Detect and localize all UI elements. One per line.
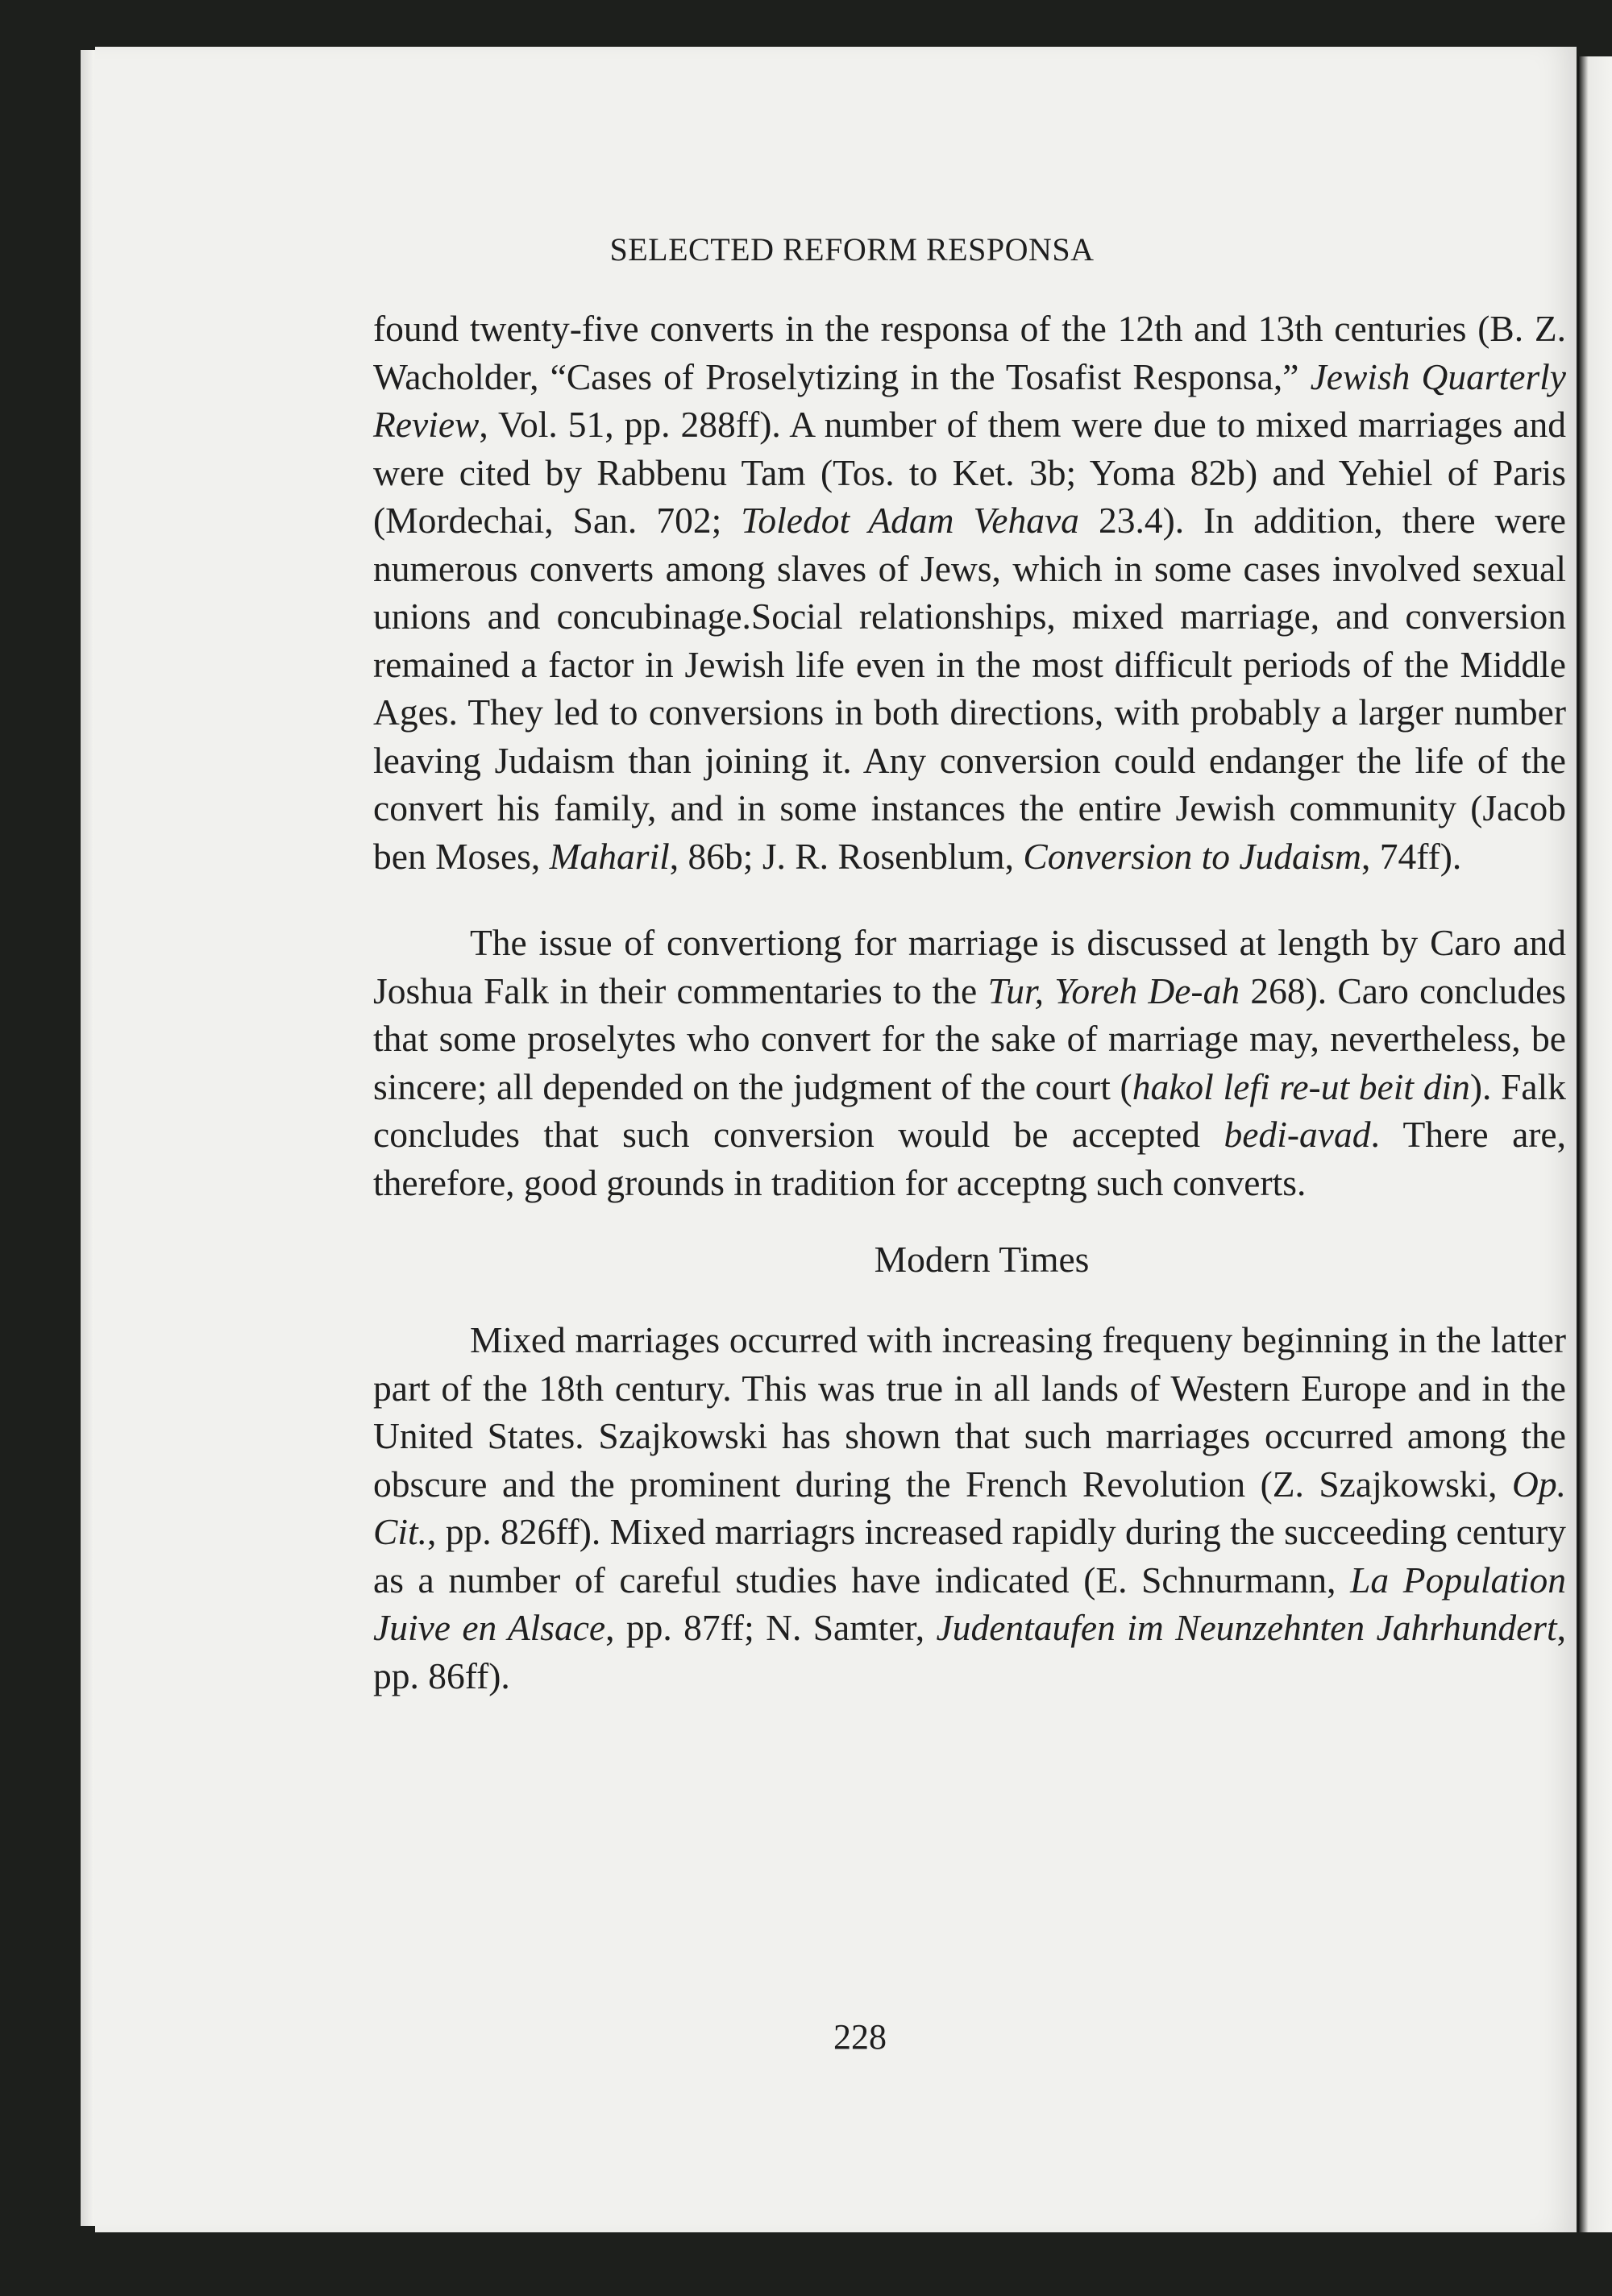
paragraph-3: Mixed marriages occurred with increasing frequeny beginning in the latter part of the 18th century. This was true in all lands of Western Europe and in the United States. Szajkowski has shown that such marriages occurred among the obscure and the prominent during the French Revolution (Z. Szajkowski, Op. Cit., pp. 826ff). Mixed marriagrs increased rapidly during the succeeding century as a number of careful studies have indicated (E. Schnurmann, La Population Juive en Alsace, pp. 87ff; N. Samter, Judentaufen im Neunzehnten Jahrhundert, pp. 86ff). <box>373 1319 1567 1696</box>
book-title: Maharil <box>549 835 670 877</box>
running-header <box>111 230 1593 268</box>
book-title: Conversion to Judaism <box>1023 835 1361 877</box>
book-title: Tur, Yoreh De-ah <box>987 969 1240 1011</box>
book-title: Toledot Adam Vehava <box>741 500 1079 541</box>
book-title: La Population Juive en Alsace <box>373 1559 1566 1648</box>
paragraph-gap <box>373 880 1566 919</box>
hebrew-term: bedi-avad <box>1224 1114 1371 1155</box>
page-number: 228 <box>833 2017 887 2057</box>
book-page <box>95 47 1577 2232</box>
page-footer <box>119 2016 1601 2057</box>
page-body <box>373 305 1566 1700</box>
book-title: Judentaufen im Neunzehnten Jahrhundert <box>936 1607 1557 1648</box>
paragraph-1: found twenty-five converts in the responsa of the 12th and 13th centuries (B. Z. Wacholder, “Cases of Proselytizing in the Tosafist Responsa,” Jewish Quarterly Review, Vol. 51, pp. 288ff). A number of them were due to mixed marriages and were cited by Rabbenu Tam (Tos. to Ket. 3b; Yoma 82b) and Yehiel of Paris (Mordechai, San. 702; Toledot Adam Vehava 23.4). In addition, there were numerous converts among slaves of Jews, which in some cases involved sexual unions and concubinage.Social relationships, mixed marriage, and conversion remained a factor in Jewish life even in the most difficult periods of the Middle Ages. They led to conversions in both directions, with probably a larger number leaving Judaism than joining it. Any conversion could endanger the life of the convert his family, and in some instances the entire Jewish community (Jacob ben Moses, Maharil, 86b; J. R. Rosenblum, Conversion to Judaism, 74ff). <box>373 308 1566 877</box>
section-title: Modern Times <box>874 1239 1090 1280</box>
paragraph-gap <box>373 1206 1566 1235</box>
running-title: SELECTED REFORM RESPONSA <box>609 231 1095 268</box>
journal-title: Jewish Quarterly Review <box>373 355 1566 445</box>
hebrew-phrase: hakol lefi re-ut beit din <box>1132 1065 1470 1107</box>
paragraph-gap <box>373 1284 1566 1316</box>
paragraph-2: The issue of convertiong for marriage is discussed at length by Caro and Joshua Falk in their commentaries to the Tur, Yoreh De-ah 268). Caro concludes that some proselytes who convert for the sake of marriage may, nevertheless, be sincere; all depended on the judgment of the court (hakol lefi re-ut beit din). Falk concludes that such conversion would be accepted bedi-avad. There are, therefore, good grounds in tradition for acceptng such converts. <box>373 922 1567 1203</box>
next-page-edge <box>1578 56 1612 2232</box>
reference-title: Op. Cit. <box>373 1463 1566 1552</box>
